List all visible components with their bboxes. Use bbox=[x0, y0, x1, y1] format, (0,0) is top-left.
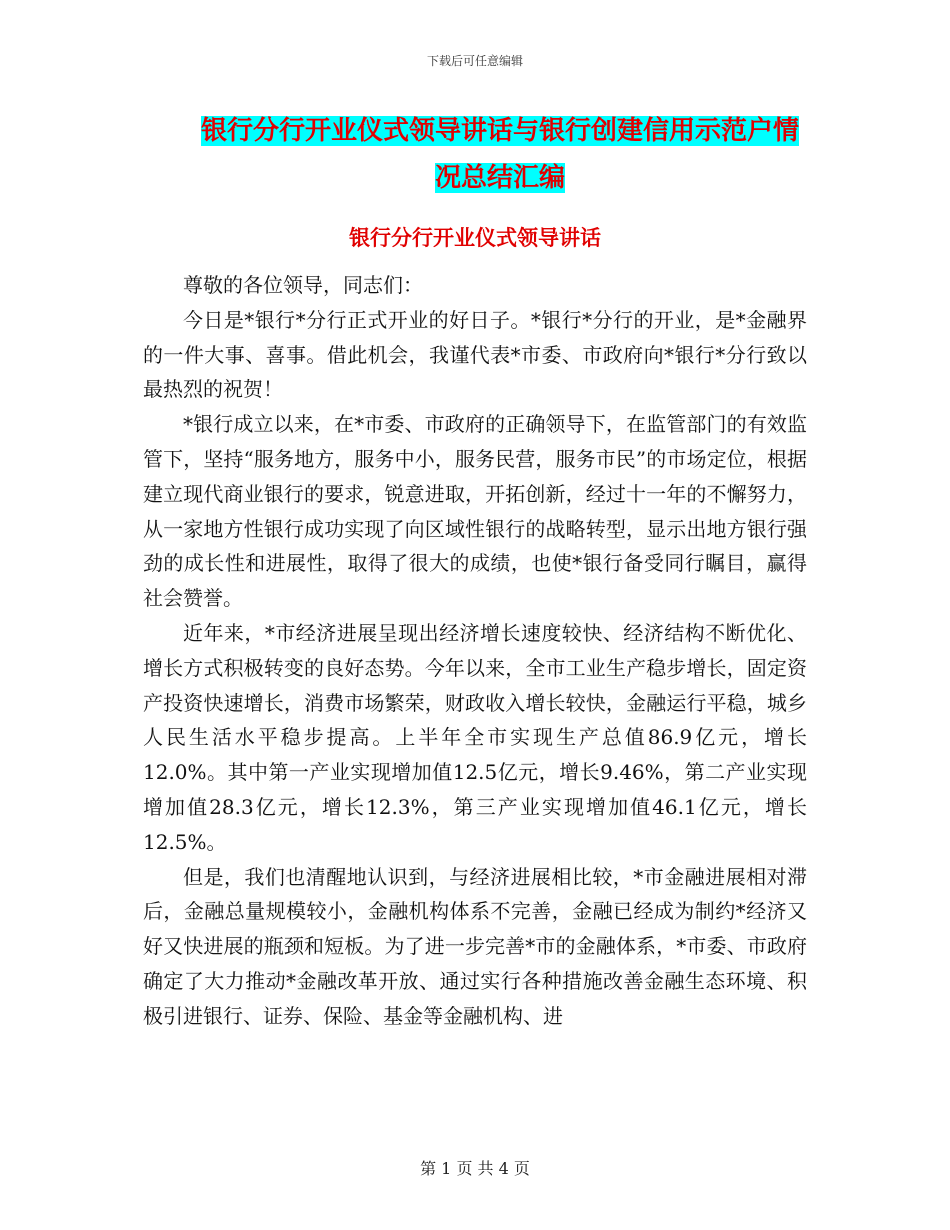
paragraph: 但是，我们也清醒地认识到，与经济进展相比较，*市金融进展相对滞后，金融总量规模较小，金融机构体系不完善，金融已经成为制约*经济又好又快进展的瓶颈和短板。为了进一步完善*市的金融体系，*市委、市政府确定了大力推动*金融改革开放、通过实行各种措施改善金融生态环境、积极引进银行、证券、保险、基金等金融机构、进 bbox=[143, 864, 807, 1028]
document-title bbox=[190, 108, 810, 202]
body-text bbox=[143, 268, 807, 1034]
paragraph-salutation: 尊敬的各位领导，同志们： bbox=[183, 273, 423, 297]
document-title-line-1: 银行分行开业仪式领导讲话与银行创建信用示范户情 bbox=[200, 116, 799, 146]
page-number-footer: 第 1 页 共 4 页 bbox=[420, 1159, 530, 1178]
paragraph: *银行成立以来，在*市委、市政府的正确领导下，在监管部门的有效监管下，坚持“服务地方，服务中小，服务民营，服务市民”的市场定位，根据建立现代商业银行的要求，锐意进取，开拓创新，经过十一年的不懈努力，从一家地方性银行成功实现了向区域性银行的战略转型，显示出地方银行强劲的成长性和进展性，取得了很大的成绩，也使*银行备受同行瞩目，赢得社会赞誉。 bbox=[143, 412, 807, 611]
document-title-line-2: 况总结汇编 bbox=[434, 163, 565, 193]
section-title: 银行分行开业仪式领导讲话 bbox=[349, 226, 601, 250]
page-header-note: 下载后可任意编辑 bbox=[426, 54, 523, 68]
paragraph: 今日是*银行*分行正式开业的好日子。*银行*分行的开业，是*金融界的一件大事、喜事。借此机会，我谨代表*市委、市政府向*银行*分行致以最热烈的祝贺！ bbox=[143, 307, 807, 402]
paragraph: 近年来，*市经济进展呈现出经济增长速度较快、经济结构不断优化、增长方式积极转变的良好态势。今年以来，全市工业生产稳步增长，固定资产投资快速增长，消费市场繁荣，财政收入增长较快，金融运行平稳，城乡人民生活水平稳步提高。上半年全市实现生产总值86.9亿元，增长12.0%。其中第一产业实现增加值12.5亿元，增长9.46%，第二产业实现增加值28.3亿元，增长12.3%，第三产业实现增加值46.1亿元，增长12.5%。 bbox=[143, 620, 807, 854]
